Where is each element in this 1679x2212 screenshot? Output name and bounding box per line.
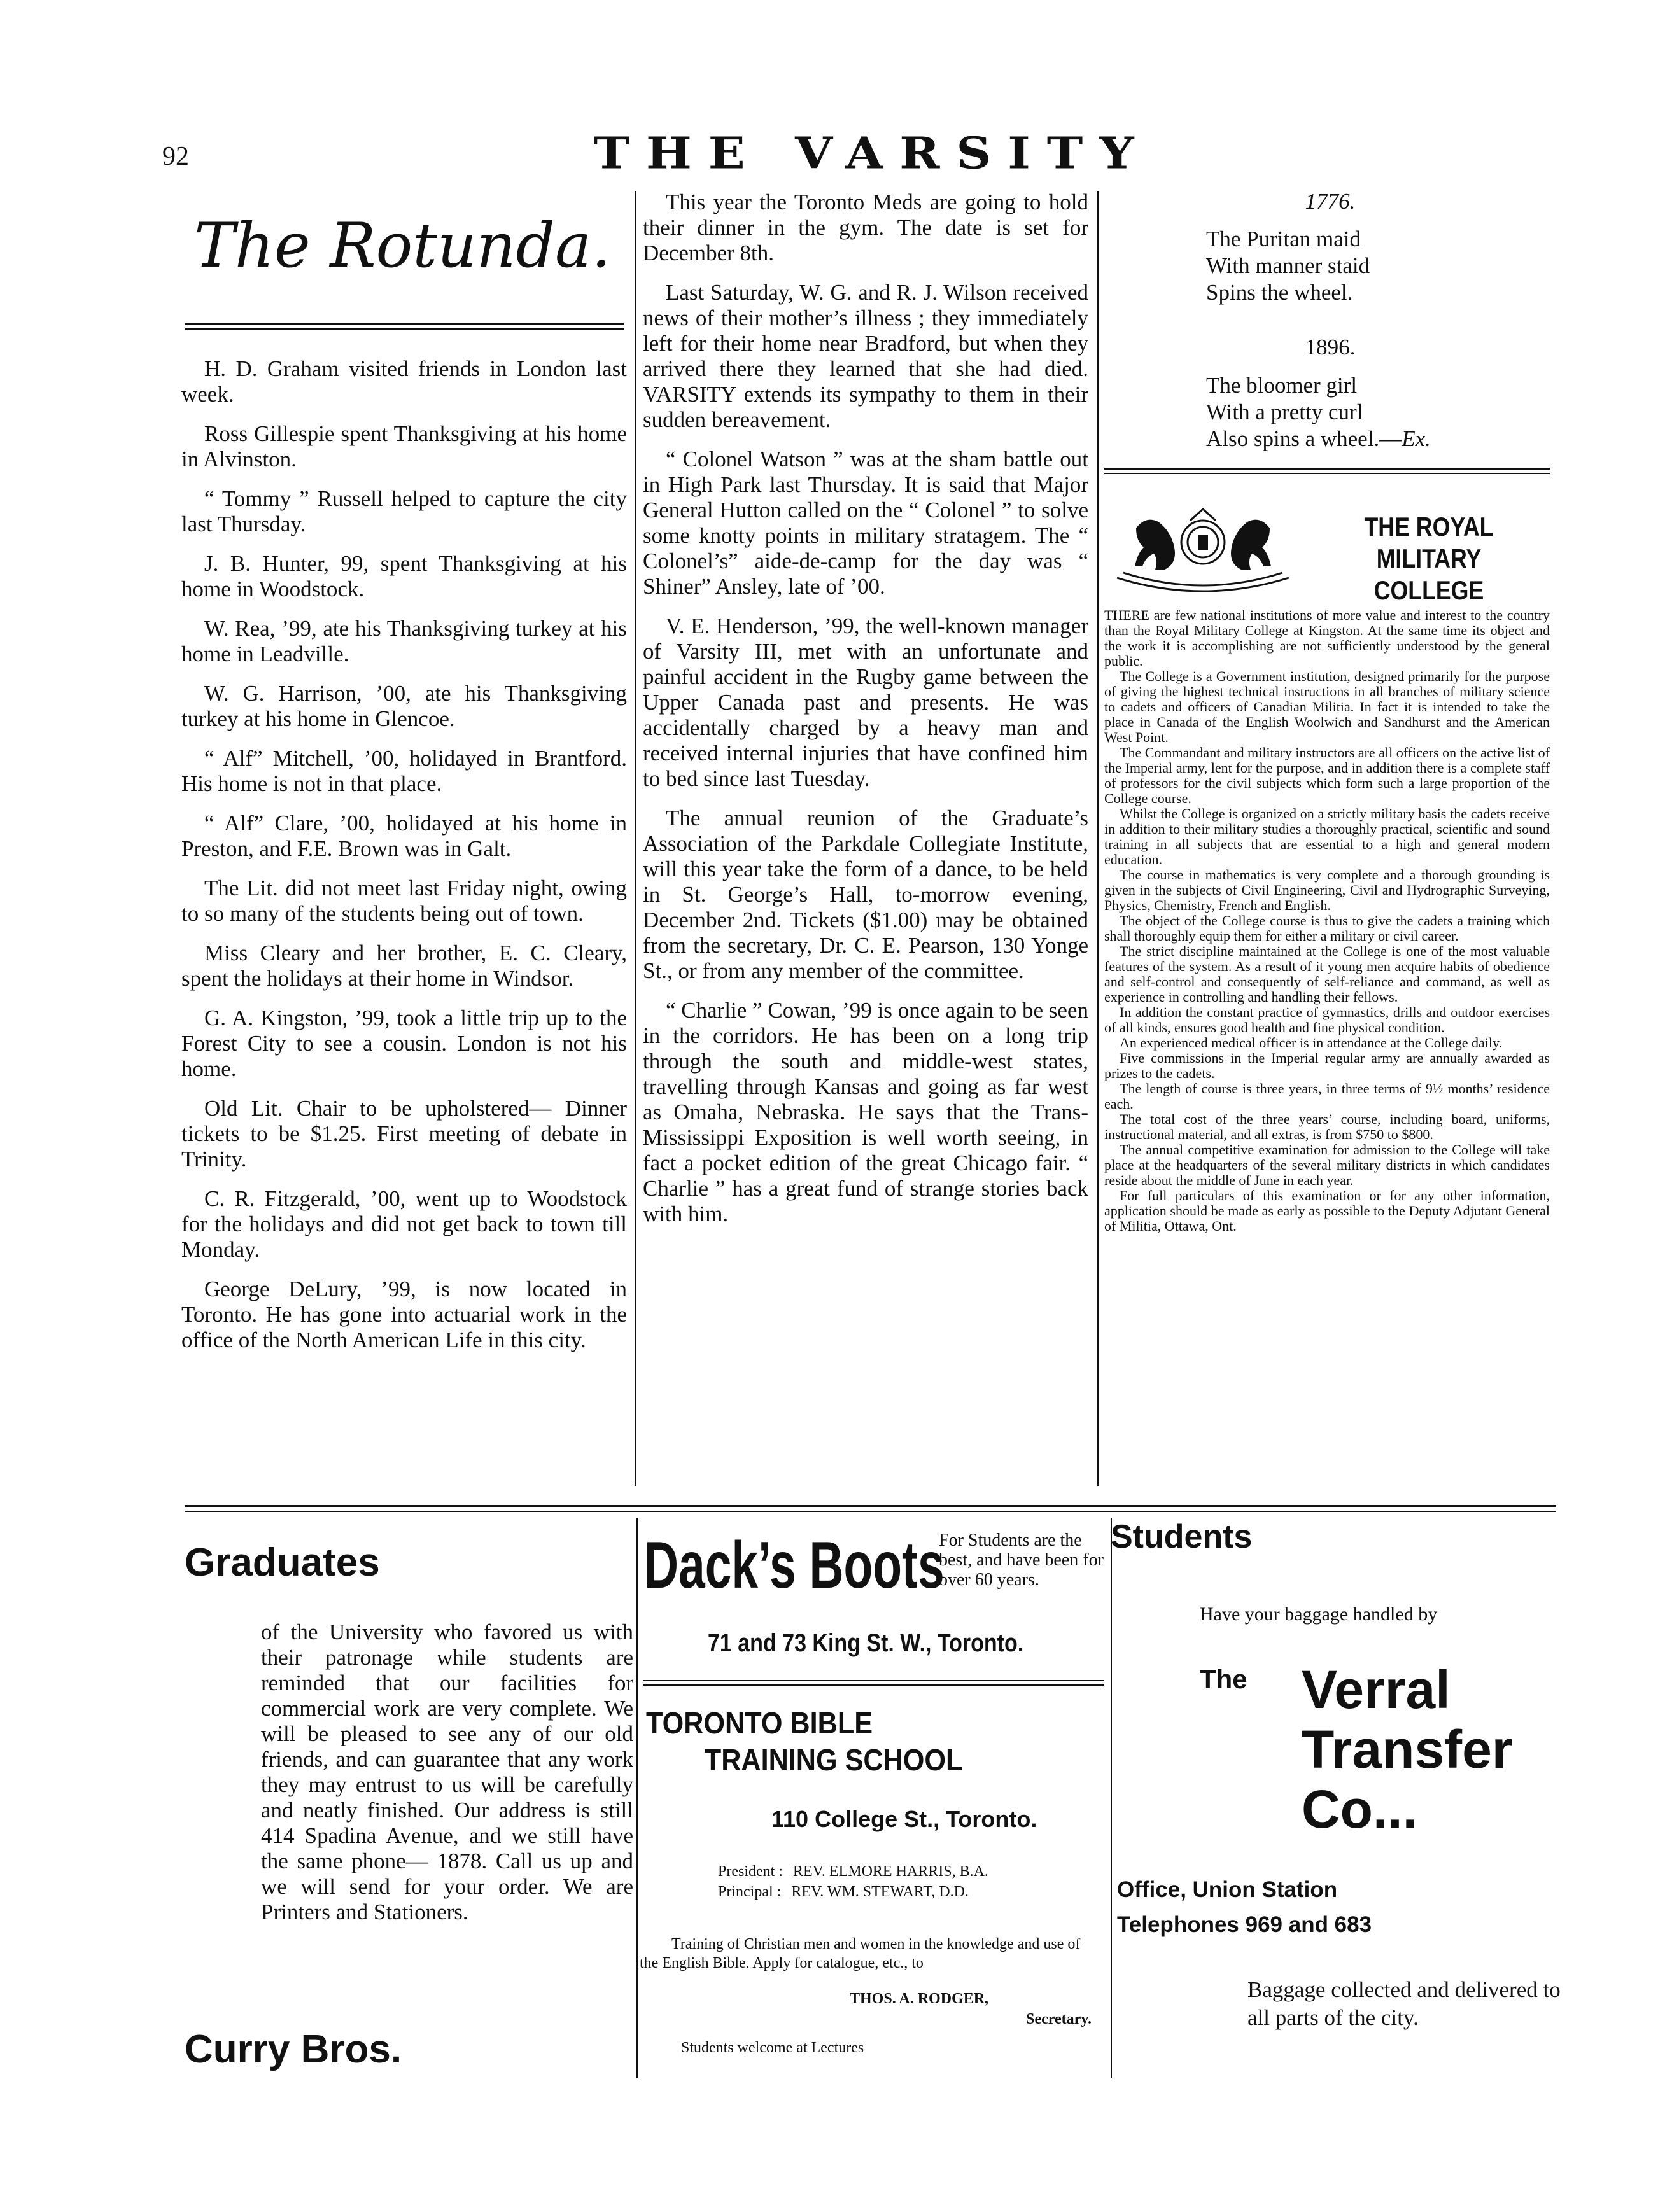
verral-name-line: Co...	[1302, 1779, 1417, 1839]
verral-office: Office, Union Station	[1117, 1877, 1338, 1902]
ads-top-rule-2	[185, 1511, 1556, 1512]
poem-line: The bloomer girl	[1206, 373, 1358, 398]
rmc-paragraph: The length of course is three years, in three terms of 9½ months’ residence each.	[1104, 1081, 1550, 1112]
rotunda-item: W. Rea, ’99, ate his Thanksgiving turkey at his home in Leadville.	[181, 616, 627, 666]
rotunda-item: H. D. Graham visited friends in London last week.	[181, 356, 627, 407]
graduates-title: Graduates	[185, 1541, 380, 1585]
poem-rule-2	[1104, 473, 1550, 474]
ad-divider	[1111, 1518, 1112, 2078]
curry-bros-signature: Curry Bros.	[185, 2027, 402, 2071]
dacks-boots-address: 71 and 73 King St. W., Toronto.	[708, 1629, 1024, 1657]
verral-name-line: Transfer	[1302, 1719, 1513, 1779]
bible-school-address: 110 College St., Toronto.	[771, 1806, 1037, 1832]
poem-line: Also spins a wheel.—Ex.	[1206, 426, 1431, 451]
rmc-paragraph: The annual competitive examination for admission to the College will take place at the headquarters of the several military districts in which candidates reside about the middle of June in each year.	[1104, 1142, 1550, 1188]
rotunda-item: Old Lit. Chair to be upholstered— Dinner tickets to be $1.25. First meeting of debate in Trinity.	[181, 1096, 627, 1172]
ad-divider	[636, 1518, 638, 2078]
verral-subtitle: Have your baggage handled by	[1200, 1604, 1438, 1625]
masthead: THE VARSITY	[593, 127, 1151, 179]
verral-company-name	[1302, 1660, 1513, 1839]
signer-name: THOS. A. RODGER,	[850, 1991, 989, 2007]
dacks-bottom-rule	[643, 1680, 1104, 1681]
president-name: REV. ELMORE HARRIS, B.A.	[793, 1863, 988, 1880]
rmc-paragraph: For full particulars of this examination or for any other information, application should be made as early as possible to the Deputy Adjutant General of Militia, Ottawa, Ont.	[1104, 1187, 1550, 1234]
poem-year-2: 1896.	[1305, 335, 1356, 360]
rmc-paragraph: Five commissions in the Imperial regular army are annually awarded as prizes to the cadets.	[1104, 1050, 1550, 1081]
rmc-title-line: MILITARY COLLEGE	[1373, 543, 1484, 605]
verral-name-line: Verral	[1302, 1660, 1451, 1719]
column-divider	[635, 191, 636, 1486]
signer-title: Secretary.	[1026, 2011, 1092, 2027]
bible-school-title-line: TRAINING SCHOOL	[704, 1744, 963, 1777]
rotunda-item: G. A. Kingston, ’99, took a little trip up to the Forest City to see a cousin. London is not his home.	[181, 1005, 627, 1081]
page-number: 92	[162, 142, 189, 171]
rotunda-title-rule-1	[185, 323, 624, 325]
poem-line: With manner staid	[1206, 253, 1370, 278]
rmc-article	[1104, 608, 1550, 1234]
middle-item: The annual reunion of the Graduate’s Association of the Parkdale Collegiate Institute, will this year take the form of a dance, to be held in St. George’s Hall, to-morrow evening, December 2nd. Tickets ($1.00) may be obtained from the secretary, Dr. C. E. Pearson, 130 Yonge St., or from any member of the committee.	[643, 806, 1088, 983]
rotunda-column	[181, 356, 627, 1367]
royal-coat-of-arms-icon	[1111, 503, 1295, 592]
rmc-paragraph: The total cost of the three years’ course, including board, uniforms, instructional material, and all extras, is from $750 to $800.	[1104, 1111, 1550, 1142]
rotunda-item: “ Alf” Clare, ’00, holidayed at his home in Preston, and F.E. Brown was in Galt.	[181, 811, 627, 861]
graduates-body: of the University who favored us with their patronage while students are reminded that our facilities for commercial work are very complete. We will be pleased to see any of our old friends, and can guarantee that any work they may entrust to us will be carefully and neatly finished. Our address is still 414 Spadina Avenue, and we still have the same phone— 1878. Call us up and we will send for your order. We are Printers and Stationers.	[261, 1620, 633, 1924]
poem-year-1: 1776.	[1305, 189, 1356, 214]
bible-school-officers	[718, 1861, 988, 1902]
bible-school-title-line: TORONTO BIBLE	[646, 1707, 873, 1740]
middle-column	[643, 190, 1088, 1241]
dacks-bottom-rule	[643, 1684, 1104, 1686]
verral-the: The	[1200, 1664, 1247, 1694]
rotunda-title-rule-2	[185, 328, 624, 330]
ads-top-rule-1	[185, 1505, 1556, 1507]
bible-school-title	[646, 1705, 962, 1779]
principal-label: Principal :	[718, 1884, 782, 1900]
rotunda-item: “ Tommy ” Russell helped to capture the city last Thursday.	[181, 486, 627, 536]
bible-school-signer	[850, 1989, 1092, 2029]
rmc-paragraph: Whilst the College is organized on a strictly military basis the cadets receive in addition to their military studies a thoroughly practical, scientific and sound training in all subjects that are essential to a high and general modern education.	[1104, 806, 1550, 867]
middle-item: Last Saturday, W. G. and R. J. Wilson received news of their mother’s illness ; they immediately left for their home near Bradford, but when they arrived there they learned that she had died. VARSITY extends its sympathy to them in their sudden bereavement.	[643, 280, 1088, 432]
rotunda-item: C. R. Fitzgerald, ’00, went up to Woodstock for the holidays and did not get back to town till Monday.	[181, 1186, 627, 1262]
rmc-paragraph: The Commandant and military instructors are all officers on the active list of the Imperial army, lent for the purpose, and in addition there is a complete staff of professors for the civil subjects which form such a large proportion of the College course.	[1104, 745, 1550, 806]
rmc-paragraph: The object of the College course is thus to give the cadets a training which shall thoroughly equip them for either a military or civil career.	[1104, 913, 1550, 944]
middle-item: “ Charlie ” Cowan, ’99 is once again to be seen in the corridors. He has been on a long trip through the south and middle-west states, travelling through Kansas and going as far west as Omaha, Nebraska. He says that the Trans-Mississippi Exposition is well worth seeing, in fact a pocket edition of the great Chicago fair. “ Charlie ” has a great fund of strange stories back with him.	[643, 998, 1088, 1226]
middle-item: V. E. Henderson, ’99, the well-known manager of Varsity III, met with an unfortunate and painful accident in the Rugby game between the Upper Canada past and presents. He was accidentally charged by a heavy man and received internal injuries that have confined him to bed since last Tuesday.	[643, 613, 1088, 791]
poem-stanza-1	[1206, 226, 1370, 306]
bible-school-footer: Students welcome at Lectures	[681, 2040, 864, 2056]
rotunda-title: The Rotunda.	[194, 210, 611, 281]
principal-name: REV. WM. STEWART, D.D.	[791, 1884, 969, 1900]
rmc-paragraph: THERE are few national institutions of more value and interest to the country than the Royal Military College at Kingston. At the same time its object and the work it is accomplishing are not sufficiently understood by the general public.	[1104, 607, 1550, 669]
president-label: President :	[718, 1863, 783, 1880]
rotunda-item: “ Alf” Mitchell, ’00, holidayed in Brantford. His home is not in that place.	[181, 746, 627, 796]
rmc-paragraph: In addition the constant practice of gymnastics, drills and outdoor exercises of all kinds, ensures good health and fine physical condition.	[1104, 1004, 1550, 1035]
rotunda-item: The Lit. did not meet last Friday night, owing to so many of the students being out of town.	[181, 876, 627, 926]
poem-line: With a pretty curl	[1206, 400, 1363, 424]
rotunda-item: Ross Gillespie spent Thanksgiving at his home in Alvinston.	[181, 421, 627, 472]
dacks-boots-tagline: For Students are the best, and have been for over 60 years.	[939, 1530, 1104, 1590]
rotunda-item: George DeLury, ’99, is now located in Toronto. He has gone into actuarial work in the office of the North American Life in this city.	[181, 1277, 627, 1352]
middle-item: This year the Toronto Meds are going to hold their dinner in the gym. The date is set for December 8th.	[643, 190, 1088, 265]
rmc-paragraph: The strict discipline maintained at the College is one of the most valuable features of the system. As a result of it young men acquire habits of obedience and self-control and consequently of self-reliance and command, as well as experience in controlling and handling their fellows.	[1104, 943, 1550, 1005]
bible-school-body: Training of Christian men and women in the knowledge and use of the English Bible. Apply for catalogue, etc., to	[640, 1936, 1081, 1971]
poem-line: The Puritan maid	[1206, 227, 1361, 251]
column-divider	[1097, 191, 1099, 1486]
poem-source: Ex.	[1402, 426, 1431, 451]
bible-school-principal	[718, 1882, 988, 1902]
verral-title: Students	[1111, 1518, 1253, 1555]
rotunda-item: Miss Cleary and her brother, E. C. Cleary, spent the holidays at their home in Windsor.	[181, 941, 627, 991]
rmc-paragraph: The course in mathematics is very complete and a thorough grounding is given in the subjects of Civil Engineering, Civil and Hydrographic Surveying, Physics, Chemistry, French and English.	[1104, 867, 1550, 913]
poem-stanza-2	[1206, 372, 1431, 452]
rmc-paragraph: An experienced medical officer is in attendance at the College daily.	[1120, 1035, 1503, 1051]
rmc-title	[1321, 511, 1537, 606]
verral-body: Baggage collected and delivered to all parts of the city.	[1247, 1977, 1561, 2030]
rotunda-item: J. B. Hunter, 99, spent Thanksgiving at his home in Woodstock.	[181, 551, 627, 601]
bible-school-president	[718, 1861, 988, 1882]
rotunda-item: W. G. Harrison, ’00, ate his Thanksgiving turkey at his home in Glencoe.	[181, 681, 627, 731]
middle-item: “ Colonel Watson ” was at the sham battle out in High Park last Thursday. It is said that Major General Hutton called on the “ Colonel ” to solve some knotty points in military stratagem. The “ Colonel’s” aide-de-camp for the day was “ Shiner” Ansley, late of ’00.	[643, 447, 1088, 599]
rmc-title-line: THE ROYAL	[1364, 512, 1494, 542]
poem-rule-1	[1104, 468, 1550, 470]
dacks-boots-title: Dack’s Boots	[644, 1529, 945, 1602]
verral-phones: Telephones 969 and 683	[1117, 1912, 1372, 1937]
poem-line: Spins the wheel.	[1206, 280, 1353, 305]
rmc-paragraph: The College is a Government institution, designed primarily for the purpose of giving the highest technical instructions in all branches of military science to cadets and officers of Canadian Militia. In fact it is intended to take the place in Canada of the English Woolwich and Sandhurst and the American West Point.	[1104, 668, 1550, 745]
